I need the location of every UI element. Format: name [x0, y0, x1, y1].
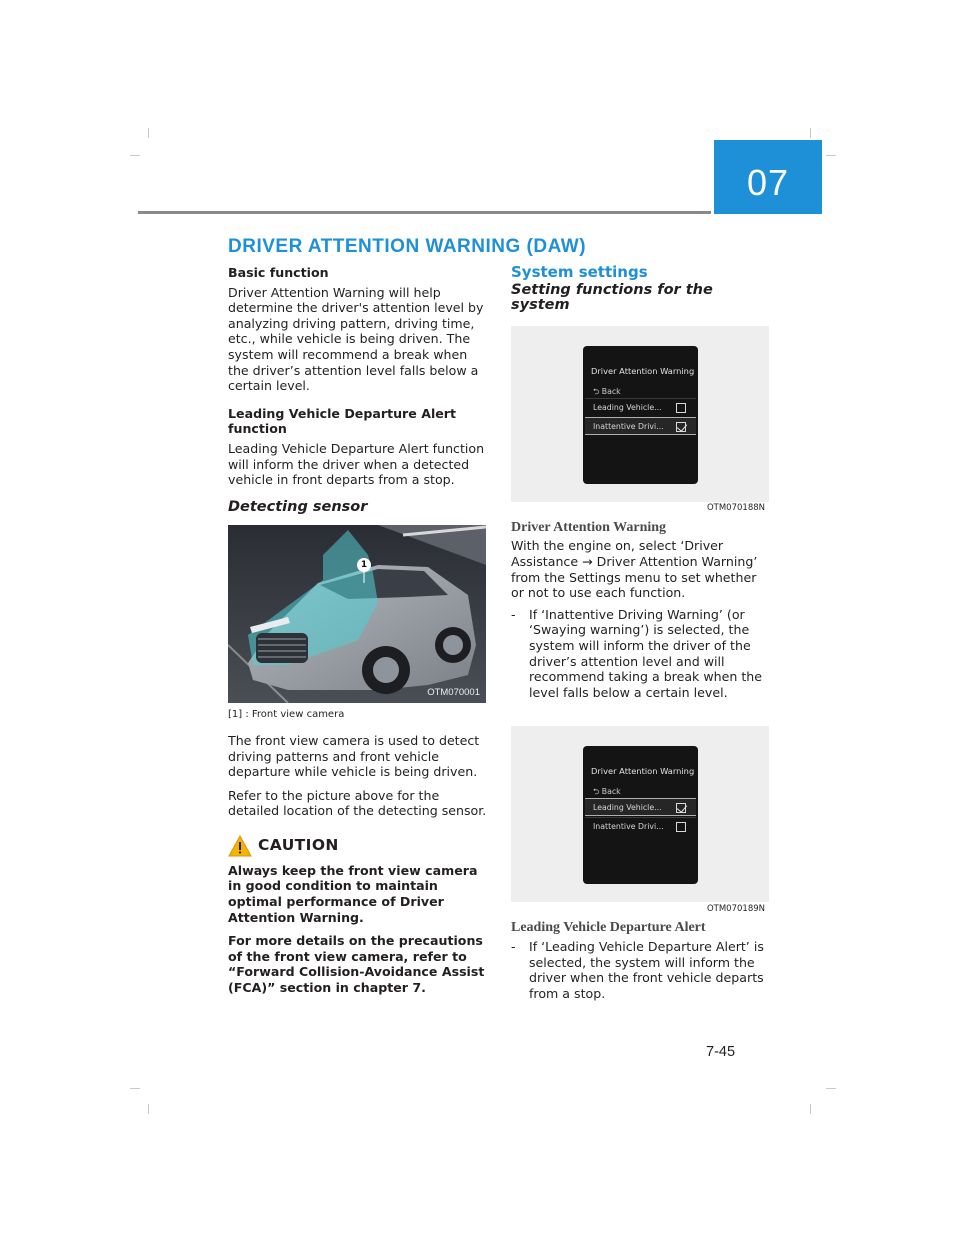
checkbox-checked-icon	[676, 803, 686, 813]
chapter-number: 07	[746, 162, 790, 203]
image-code: OTM070189N	[706, 903, 765, 914]
caution-header	[228, 835, 490, 857]
crop-mark	[810, 128, 811, 138]
screen-title: Driver Attention Warning	[591, 365, 695, 376]
callout-number: 1	[360, 560, 368, 571]
list-item: - If ‘Leading Vehicle Departure Alert’ is selected, the system will inform the driver when the front vehicle departs from a stop.	[511, 939, 771, 1001]
left-column	[228, 265, 490, 1004]
section-title: DRIVER ATTENTION WARNING (DAW)	[228, 236, 587, 257]
lvda-heading: Leading Vehicle Departure Alert	[511, 920, 706, 936]
row-label: Inattentive Drivi...	[593, 822, 664, 832]
crop-mark	[148, 128, 149, 138]
sensor-text-2: Refer to the picture above for the detailed location of the detecting sensor.	[228, 787, 487, 819]
cluster-display	[583, 746, 698, 884]
checkbox-checked-icon	[676, 422, 686, 432]
detecting-sensor-heading: Detecting sensor	[228, 498, 368, 515]
vehicle-illustration	[228, 525, 486, 703]
lvda-function-text: Leading Vehicle Departure Alert function will inform the driver when a detected vehicle in front departs from a stop.	[228, 440, 485, 488]
photo-caption: [1] : Front view camera	[228, 709, 345, 721]
row-label: Leading Vehicle...	[593, 402, 662, 412]
crop-mark	[148, 1104, 149, 1114]
image-code: OTM070188N	[706, 503, 765, 514]
header-rule	[138, 211, 711, 214]
row-label: Leading Vehicle...	[593, 803, 662, 813]
right-column	[511, 265, 771, 1013]
lvda-list	[511, 939, 771, 1001]
caution-text-2: For more details on the precautions of the front view camera, refer to “Forward Collision-Avoidance Assist (FCA)” section in chapter 7.	[228, 933, 485, 996]
basic-function-text: Driver Attention Warning will help determine the driver's attention level by analyzing driving pattern, driving time, etc., while vehicle is being driven. The system will recommend a break when the driver’s attention level falls below a certain level.	[228, 284, 484, 394]
screen-title: Driver Attention Warning	[591, 766, 695, 777]
page-number: 7-45	[706, 1044, 736, 1060]
crop-mark	[130, 155, 140, 156]
back-item: ⮌ Back	[593, 787, 621, 797]
sensor-text-1: The front view camera is used to detect driving patterns and front vehicle departure while vehicle is being driven.	[228, 732, 480, 780]
checkbox-unchecked-icon	[676, 403, 686, 413]
chapter-tab	[714, 140, 822, 214]
settings-screen-2	[511, 726, 769, 914]
front-camera-photo	[228, 525, 486, 703]
leading-vehicle-row	[585, 398, 696, 416]
lvda-function-heading: Leading Vehicle Departure Alert function	[228, 405, 457, 437]
row-label: Inattentive Drivi...	[593, 421, 664, 431]
back-item: ⮌ Back	[593, 386, 621, 396]
daw-list	[511, 607, 771, 701]
checkbox-unchecked-icon	[676, 822, 686, 832]
photo-code: OTM070001	[427, 686, 480, 698]
leading-vehicle-row	[585, 798, 696, 816]
settings-screen-1	[511, 326, 769, 514]
daw-heading: Driver Attention Warning	[511, 519, 667, 535]
crop-mark	[810, 1104, 811, 1114]
crop-mark	[826, 1088, 836, 1089]
inattentive-driving-row	[585, 417, 696, 435]
inattentive-driving-row	[585, 817, 696, 835]
caution-text-1: Always keep the front view camera in good condition to maintain optimal performance of Driver Attention Warning.	[228, 862, 478, 925]
setting-functions-heading: Setting functions for the system	[511, 281, 713, 314]
warning-triangle-icon	[228, 835, 252, 857]
crop-mark	[130, 1088, 140, 1089]
basic-function-heading: Basic function	[228, 265, 329, 280]
system-settings-heading: System settings	[511, 263, 648, 281]
daw-text: With the engine on, select ‘Driver Assistance → Driver Attention Warning’ from the Settings menu to set whether or not to use each function.	[511, 538, 758, 601]
caution-title: CAUTION	[258, 836, 339, 855]
cluster-display	[583, 346, 698, 484]
crop-mark	[826, 155, 836, 156]
list-item: - If ‘Inattentive Driving Warning’ (or ‘Swaying warning’) is selected, the system will inform the driver of the driver’s attention level and will recommend taking a break when the level falls below a certain level.	[511, 607, 771, 701]
